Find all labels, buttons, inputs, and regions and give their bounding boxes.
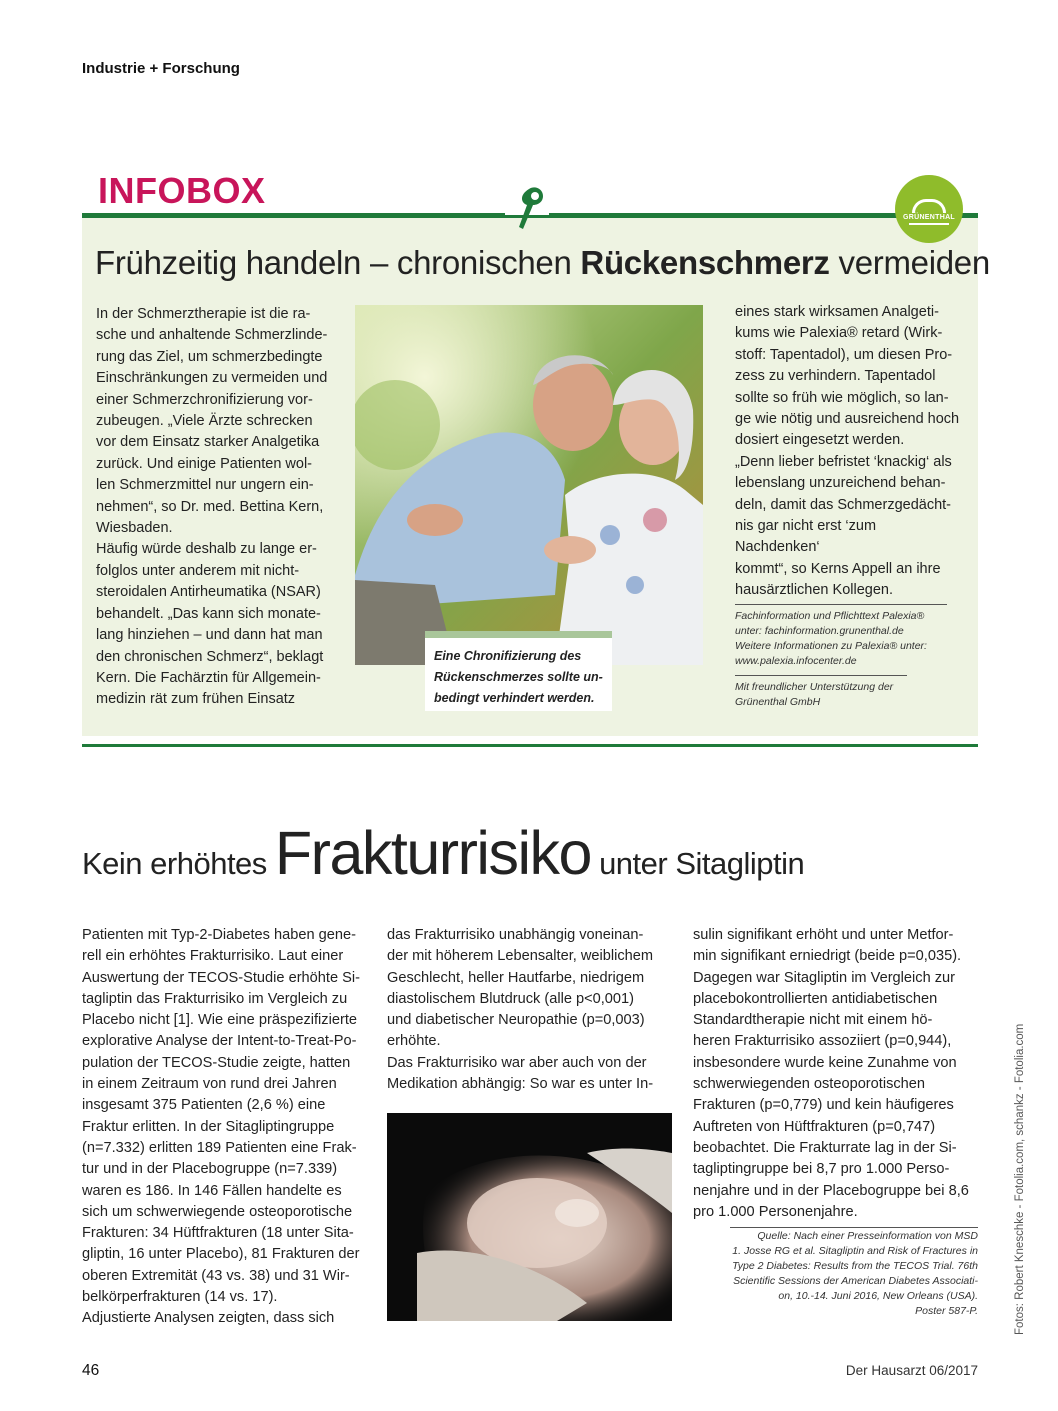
text-line: dosiert eingesetzt werden.	[735, 432, 905, 449]
text-line: Auftreten von Hüftfrakturen (p=0,747)	[693, 1118, 936, 1135]
photo-credit: Fotos: Robert Kneschke - Fotolia.com, schankz - Fotolia.com	[1014, 1023, 1026, 1335]
text-line: den chronischen Schmerz“, beklagt	[96, 648, 324, 665]
text-line: Auswertung der TECOS-Studie erhöhte Si-	[82, 969, 360, 986]
ref-line: www.palexia.infocenter.de	[735, 655, 857, 667]
text-line: Frakturen (p=0,779) und kein häufigeres	[693, 1097, 954, 1114]
article-headline	[82, 818, 804, 888]
photo-couple-back-pain	[355, 305, 703, 665]
infobox-title: INFOBOX	[98, 170, 266, 211]
divider	[735, 675, 907, 676]
text-line: tur und in der Placebogruppe (n=7.339)	[82, 1161, 338, 1178]
text-line: placebokontrollierten antidiabetischen	[693, 990, 938, 1007]
text-line: „Denn lieber befristet ‘knackig‘ als	[735, 453, 952, 470]
text-line: in einem Zeitraum von rund drei Jahren	[82, 1076, 337, 1093]
text-line: pro 1.000 Personenjahre.	[693, 1203, 858, 1220]
text-line: schwerwiegenden osteoporotischen	[693, 1076, 926, 1093]
photo-caption	[425, 631, 612, 711]
text-line: nenjahre und in der Placebogruppe bei 8,6	[693, 1182, 969, 1199]
text-line: len Schmerzmittel nur ungern ein-	[96, 477, 314, 494]
section-label: Industrie + Forschung	[82, 60, 240, 77]
text-line: diastolischem Blutdruck (alle p<0,001)	[387, 990, 635, 1007]
text-line: Kern. Die Fachärztin für Allgemein-	[96, 669, 321, 686]
text-line: insbesondere wurde keine Zunahme von	[693, 1054, 957, 1071]
article-column-3	[693, 925, 978, 1223]
text-line: Einschränkungen zu vermeiden und	[96, 370, 328, 387]
text-line: sulin signifikant erhöht und unter Metfor-	[693, 927, 954, 943]
page-number: 46	[82, 1362, 100, 1379]
text-line: In der Schmerztherapie ist die ra-	[96, 306, 311, 322]
text-line: Frakturen: 34 Hüftfrakturen (18 unter Sita-	[82, 1225, 354, 1242]
text-line: kums wie Palexia® retard (Wirk-	[735, 325, 943, 342]
ref-line: Weitere Informationen zu Palexia® unter:	[735, 640, 927, 652]
article-column-1	[82, 925, 366, 1330]
support-line: Mit freundlicher Unterstützung der	[735, 681, 894, 693]
text-line: gliptin, 16 unter Placebo), 81 Frakturen der	[82, 1246, 360, 1263]
text-line: stoff: Tapentadol), um diesen Pro-	[735, 346, 953, 363]
headline-part: unter Sitagliptin	[590, 846, 805, 881]
text-line: waren es 186. In 146 Fällen handelte es	[82, 1182, 342, 1199]
text-line: Placebo nicht [1]. Wie eine präspezifizierte	[82, 1012, 357, 1029]
text-line: medizin rät zum frühen Einsatz	[96, 691, 296, 708]
text-line: Häufig würde deshalb zu lange er-	[96, 541, 317, 558]
text-line: lebenslang unzureichend behan-	[735, 475, 946, 492]
ref-line: unter: fachinformation.grunenthal.de	[735, 625, 904, 637]
caption-line: Rückenschmerzes sollte un-	[434, 670, 603, 684]
text-line: sollte so früh wie möglich, so lan-	[735, 389, 949, 406]
infobox-column-right	[735, 302, 960, 602]
text-line: sich um schwerwiegende osteoporotische	[82, 1203, 353, 1220]
infobox-references	[735, 604, 947, 710]
source-line: on, 10.-14. Juni 2016, New Orleans (USA).	[778, 1290, 978, 1302]
text-line: Dagegen war Sitagliptin im Vergleich zur	[693, 969, 956, 986]
headline-bold: Rückenschmerz	[580, 244, 830, 281]
text-line: beobachtet. Die Frakturrate lag in der Si-	[693, 1139, 957, 1156]
text-line: erhöhte.	[387, 1033, 441, 1050]
source-line: Scientific Sessions der American Diabetes Associati-	[733, 1275, 978, 1287]
divider	[735, 604, 947, 605]
text-line: und diabetischer Neuropathie (p=0,003)	[387, 1012, 645, 1029]
support-line: Grünenthal GmbH	[735, 696, 821, 708]
divider	[730, 1227, 978, 1228]
text-line: min signifikant erniedrigt (beide p=0,035).	[693, 948, 962, 965]
gruenenthal-logo	[895, 175, 963, 243]
text-line: pulation der TECOS-Studie zeigte, hatten	[82, 1054, 351, 1071]
text-line: Adjustierte Analysen zeigten, dass sich	[82, 1310, 335, 1327]
caption-line: Eine Chronifizierung des	[434, 649, 582, 663]
text-line: zess zu verhindern. Tapentadol	[735, 368, 936, 385]
text-line: Fraktur erlitten. In der Sitagliptingruppe	[82, 1118, 335, 1135]
infobox-column-left	[96, 304, 332, 711]
photo-foot-bandage	[387, 1113, 672, 1321]
text-line: nehmen“, so Dr. med. Bettina Kern,	[96, 498, 324, 515]
journal-issue: Der Hausarzt 06/2017	[845, 1363, 978, 1378]
text-line: einer Schmerzchronifizierung vor-	[96, 391, 313, 408]
text-line: zubeugen. „Viele Ärzte schrecken	[96, 413, 313, 430]
text-line: rung das Ziel, um schmerzbedingte	[96, 348, 323, 365]
text-line: oberen Extremität (43 vs. 38) und 31 Wir-	[82, 1267, 350, 1284]
text-line: heren Frakturrisiko assoziiert (p=0,944),	[693, 1033, 952, 1050]
headline-part: Kein erhöhtes	[82, 846, 275, 881]
text-line: Patienten mit Typ-2-Diabetes haben gene-	[82, 927, 356, 943]
source-line: Type 2 Diabetes: Results from the TECOS Trial. 76th	[732, 1260, 978, 1272]
text-line: behandelt. „Das kann sich monate-	[96, 605, 321, 622]
text-line: das Frakturrisiko unabhängig voneinan-	[387, 927, 644, 943]
text-line: sche und anhaltende Schmerzlinde-	[96, 327, 328, 344]
text-line: insgesamt 375 Patienten (2,6 %) eine	[82, 1097, 326, 1114]
text-line: (n=7.332) erlitten 189 Patienten eine Frak-	[82, 1139, 357, 1156]
text-line: lang hinziehen – und dann hat man	[96, 627, 323, 644]
pin-icon	[505, 183, 549, 235]
text-line: Standardtherapie nicht mit einem hö-	[693, 1012, 933, 1029]
headline-emphasis: Frakturrisiko	[274, 819, 591, 887]
source-line: 1. Josse RG et al. Sitagliptin and Risk of Fractures in	[732, 1245, 978, 1257]
text-line: tagliptin das Frakturrisiko im Vergleich zu	[82, 990, 348, 1007]
logo-text: GRÜNENTHAL	[903, 214, 955, 221]
text-line: vor dem Einsatz starker Analgetika	[96, 434, 320, 451]
text-line: nis gar nicht erst ‘zum Nachdenken‘	[735, 518, 877, 556]
text-line: kommt“, so Kerns Appell an ihre	[735, 560, 941, 577]
text-line: Medikation abhängig: So war es unter In-	[387, 1076, 654, 1093]
headline-part: Frühzeitig handeln – chronischen	[95, 244, 581, 281]
source-line: Quelle: Nach einer Presseinformation von MSD	[757, 1230, 978, 1242]
ref-line: Fachinformation und Pflichttext Palexia®	[735, 610, 925, 622]
text-line: hausärztlichen Kollegen.	[735, 582, 893, 599]
logo-arc	[912, 199, 946, 213]
text-line: der mit höherem Lebensalter, weiblichem	[387, 948, 654, 965]
logo-bar	[909, 223, 949, 225]
text-line: deln, damit das Schmerzgedächt-	[735, 496, 951, 513]
text-line: tagliptingruppe bei 8,7 pro 1.000 Perso-	[693, 1161, 950, 1178]
source-line: Poster 587-P.	[915, 1305, 978, 1317]
text-line: eines stark wirksamen Analgeti-	[735, 304, 939, 320]
text-line: ge wie nötig und ausreichend hoch	[735, 411, 960, 428]
text-line: Das Frakturrisiko war aber auch von der	[387, 1054, 647, 1071]
infobox-bottom-rule	[82, 744, 978, 747]
text-line: Wiesbaden.	[96, 520, 173, 537]
text-line: Geschlecht, heller Hautfarbe, niedrigem	[387, 969, 645, 986]
text-line: folglos unter anderem mit nicht-	[96, 562, 300, 579]
infobox-headline	[95, 244, 990, 282]
text-line: zurück. Und einige Patienten wol-	[96, 455, 313, 472]
article-column-2	[387, 925, 672, 1095]
text-line: belkörperfrakturen (14 vs. 17).	[82, 1289, 278, 1306]
caption-line: bedingt verhindert werden.	[434, 691, 595, 705]
article-source	[690, 1229, 978, 1319]
text-line: steroidalen Antirheumatika (NSAR)	[96, 584, 321, 601]
text-line: rell ein erhöhtes Frakturrisiko. Laut einer	[82, 948, 344, 965]
headline-part: vermeiden	[829, 244, 990, 281]
text-line: explorative Analyse der Intent-to-Treat-Po-	[82, 1033, 357, 1050]
